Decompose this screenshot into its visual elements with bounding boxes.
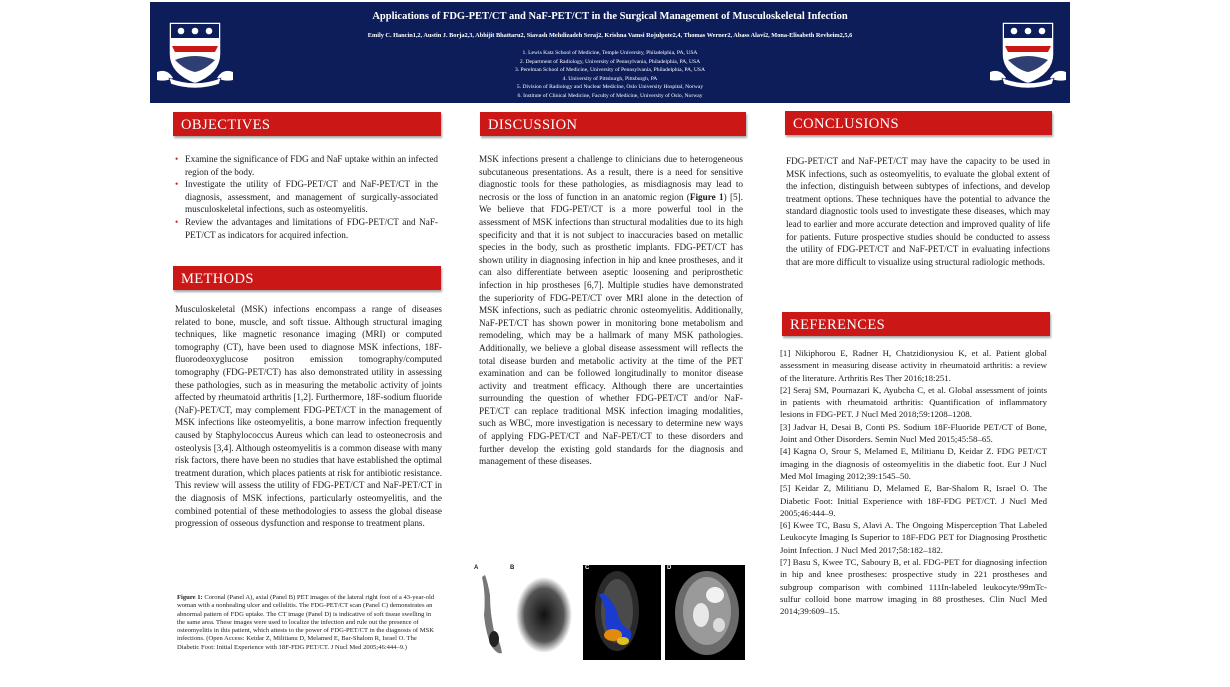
axial-pet-image (508, 565, 576, 660)
affiliation-list (150, 49, 1070, 101)
figure-reference: Figure 1 (689, 191, 724, 202)
objective-item: • Examine the significance of FDG and NaF uptake within an infected region of the body. (175, 153, 438, 178)
discussion-text: MSK infections present a challenge to clinicians due to heterogeneous subcutaneous presentations. As a result, there is a need for sensitive diagnostic tools for these pathologies, as misdiagnosis may lead to necrosis or the loss of function in an anatomic region (Figure 1) [5]. We believe that FDG-PET/CT is a more powerful tool in the assessment of MSK infections than structural modalities due to its high specificity and that it is not subject to inaccuracies based on metallic species in the body, such as prosthetic implants. FDG-PET/CT has shown utility in diagnosing infection in hip and knee prostheses, and it can also differentiate between aseptic loosening and periprosthetic infection in hip prostheses [6,7]. Multiple studies have demonstrated the superiority of FDG-PET/CT over MRI alone in the detection of MSK infections, such as pediatric chronic osteomyelitis. Additionally, NaF-PET/CT has shown power in monitoring bone metabolism and remodeling, which may be a hallmark of many MSK pathologies. Additionally, we believe a global disease assessment will reflects the total disease burden and metabolic activity at the time of the PET examination and can be followed longitudinally to monitor disease activity and treatment efficacy. Although there are uncertainties surrounding the question of whether FDG-PET/CT and/or NaF-PET/CT can replace traditional MSK infection imaging modalities, such as WBC, more investigation is necessary to determine new ways of applying FDG-PET/CT and NaF-PET/CT to these disorders and further develop the existing gold standards for the diagnosis and management of these diseases. (479, 154, 744, 467)
panel-label-b: B (510, 565, 515, 571)
affiliation-item: 3. Perelman School of Medicine, University of Pennsylvania, Philadelphia, PA, USA (514, 67, 706, 74)
conclusions-text: FDG-PET/CT and NaF-PET/CT may have the capacity to be used in MSK infections, such as osteomyelitis, to evaluate the global extent of the infection, distinguish between subtypes of infections, and develop treatment options. These techniques have the potential to advance the standard diagnostic tools used to investigate these diseases, which may lead to earlier and more accurate detection and improved quality of life for patients. Future prospective studies should be conducted to assess the utility of FDG-PET/CT and NaF-PET/CT in evaluating infections that are more difficult to visualize using structural radiologic methods. (786, 156, 1050, 267)
fdg-pet-ct-image (583, 565, 661, 660)
affiliation-item: 1. Lewis Katz School of Medicine, Temple University, Philadelphia, PA, USA (522, 50, 698, 56)
references-heading: REFERENCES (782, 312, 1050, 336)
figure-caption-label: Figure 1: (177, 594, 203, 601)
conclusions-heading: CONCLUSIONS (785, 111, 1052, 135)
ct-image (665, 565, 745, 660)
reference-item: [7] Basu S, Kwee TC, Saboury B, et al. FDG-PET for diagnosing infection in hip and knee prostheses: prospective study in 221 prostheses and subgroup comparison with combined 111In-labeled leukocyte/99mTc- sulfur colloid bone marrow imaging in 88 prostheses. Clin Nucl Med 2014;39:609–15. (780, 557, 1047, 617)
panel-label-d: D (667, 565, 672, 571)
coronal-pet-image (472, 565, 505, 660)
objective-item: • Investigate the utility of FDG-PET/CT and NaF-PET/CT in the diagnosis, assessment, and management of surgically-associated musculoskeletal infections, such as osteomyelitis. (175, 178, 438, 216)
objective-item: • Review the advantages and limitations of FDG-PET/CT and NaF-PET/CT as indicators for acquired infection. (175, 216, 438, 241)
discussion-heading: DISCUSSION (480, 112, 746, 136)
affiliation-item: 4. University of Pittsburgh, Pittsburgh, PA (562, 75, 658, 82)
references-list (780, 347, 1047, 618)
figure-panel-a (472, 565, 505, 660)
methods-text: Musculoskeletal (MSK) infections encompass a range of diseases related to bone, muscle, and soft tissue. Although structural imaging techniques, like magnetic resonance imaging (MRI) or computed tomography (CT), have been used to diagnose MSK infections, 18F-fluorodeoxyglucose positron emission tomography/computed tomography (FDG-PET/CT) has also demonstrated utility in assessing these pathologies, such as in measuring the metabolic activity of joints affected by rheumatoid arthritis [1,2]. Furthermore, 18F-sodium fluoride (NaF)-PET/CT, may complement FDG-PET/CT in the management of MSK infections like osteomyelitis, a bone marrow infection frequently caused by Staphylococcus Aureus which can lead to osteonecrosis and osteolysis [3,4]. Although osteomyelitis is a common disease with many risk factors, there have been no studies that have established the optimal treatment duration, which places patients at risk for antibiotic resistance. This review will assess the utility of FDG-PET/CT and NaF-PET/CT in the diagnosis of MSK infections, particularly osteomyelitis, and the combined potential of these methodologies to assess the global disease progression of osseous dysfunction and response to treatment plans. (175, 304, 442, 529)
figure-panel-b (508, 565, 576, 660)
affiliation-item: 2. Department of Radiology, University of Pennsylvania, Philadelphia, PA, USA (519, 58, 701, 65)
author-list: Emily C. Hancin1,2, Austin J. Borja2,3, Abhijit Bhattaru2, Siavash Mehdizadeh Seraj2, Krishna Vamsi Rojulpote2,4, Thomas Werner2, Abass Alavi2, Mona-Elisabeth Revheim2,5,6 (367, 32, 853, 39)
affiliation-item: 6. Institute of Clinical Medicine, Faculty of Medicine, University of Oslo, Norway (517, 92, 703, 99)
figure-caption-text: Coronal (Panel A), axial (Panel B) PET images of the lateral right foot of a 43-year-old woman with a nonhealing ulcer and cellulitis. The FDG-PET/CT scan (Panel C) demonstrates an abnormal pattern of FDG uptake. The CT image (Panel D) is indicative of soft tissue swelling in the same area. These images were used to localize the infection and rule out the presence of osteomyelitis in this patient, which attests to the power of FDG-PET/CT in the diagnosis of MSK infections. (Open Access: Keidar Z, Militianu D, Melamed E, Bar-Shalom R, Israel O. The Diabetic Foot: Initial Experience with 18F-FDG PET/CT. J Nucl Med 2005;46:444–9.) (177, 594, 435, 651)
reference-item: [6] Kwee TC, Basu S, Alavi A. The Ongoing Misperception That Labeled Leukocyte Imaging Is Superior to 18F-FDG PET for Diagnosing Prosthetic Joint Infection. J Nucl Med 2017;58:182–182. (780, 520, 1047, 555)
panel-label-a: A (474, 565, 479, 571)
figure-caption (177, 594, 440, 652)
objectives-heading: OBJECTIVES (173, 112, 441, 136)
figure-panel-d (665, 565, 745, 660)
affiliation-item: 5. Division of Radiology and Nuclear Medicine, Oslo University Hospital, Norway (516, 84, 704, 91)
objectives-list (175, 153, 438, 241)
methods-heading: METHODS (173, 266, 441, 290)
objectives-section (175, 153, 438, 241)
reference-item: [2] Seraj SM, Pournazari K, Ayubcha C, et al. Global assessment of joints in patients with rheumatoid arthritis: Quantification of inflammatory lesions in FDG-PET. J Nucl Med 2018;59:1208–1208. (780, 384, 1047, 420)
poster-title: Applications of FDG-PET/CT and NaF-PET/CT in the Surgical Management of Musculoskeletal Infection (372, 11, 848, 22)
header-banner (150, 2, 1070, 103)
reference-item: [3] Jadvar H, Desai B, Conti PS. Sodium 18F-Fluoride PET/CT of Bone, Joint and Other Disorders. Semin Nucl Med 2015;45:58–65. (780, 421, 1047, 445)
reference-item: [5] Keidar Z, Militianu D, Melamed E, Bar-Shalom R, Israel O. The Diabetic Foot: Initial Experience with 18F-FDG PET/CT. J Nucl Med 2005;46:444–9. (780, 483, 1047, 518)
panel-label-c: C (585, 565, 590, 571)
reference-item: [4] Kagna O, Srour S, Melamed E, Militianu D, Keidar Z. FDG PET/CT imaging in the diagnosis of osteomyelitis in the diabetic foot. Eur J Nucl Med Mol Imaging 2012;39:1545–50. (780, 446, 1047, 481)
reference-item: [1] Nikiphorou E, Radner H, Chatzidionysiou K, et al. Patient global assessment in measuring disease activity in rheumatoid arthritis: a review of the literature. Arthritis Res Ther 2016;18:251. (780, 348, 1047, 383)
figure-panel-c (583, 565, 661, 660)
